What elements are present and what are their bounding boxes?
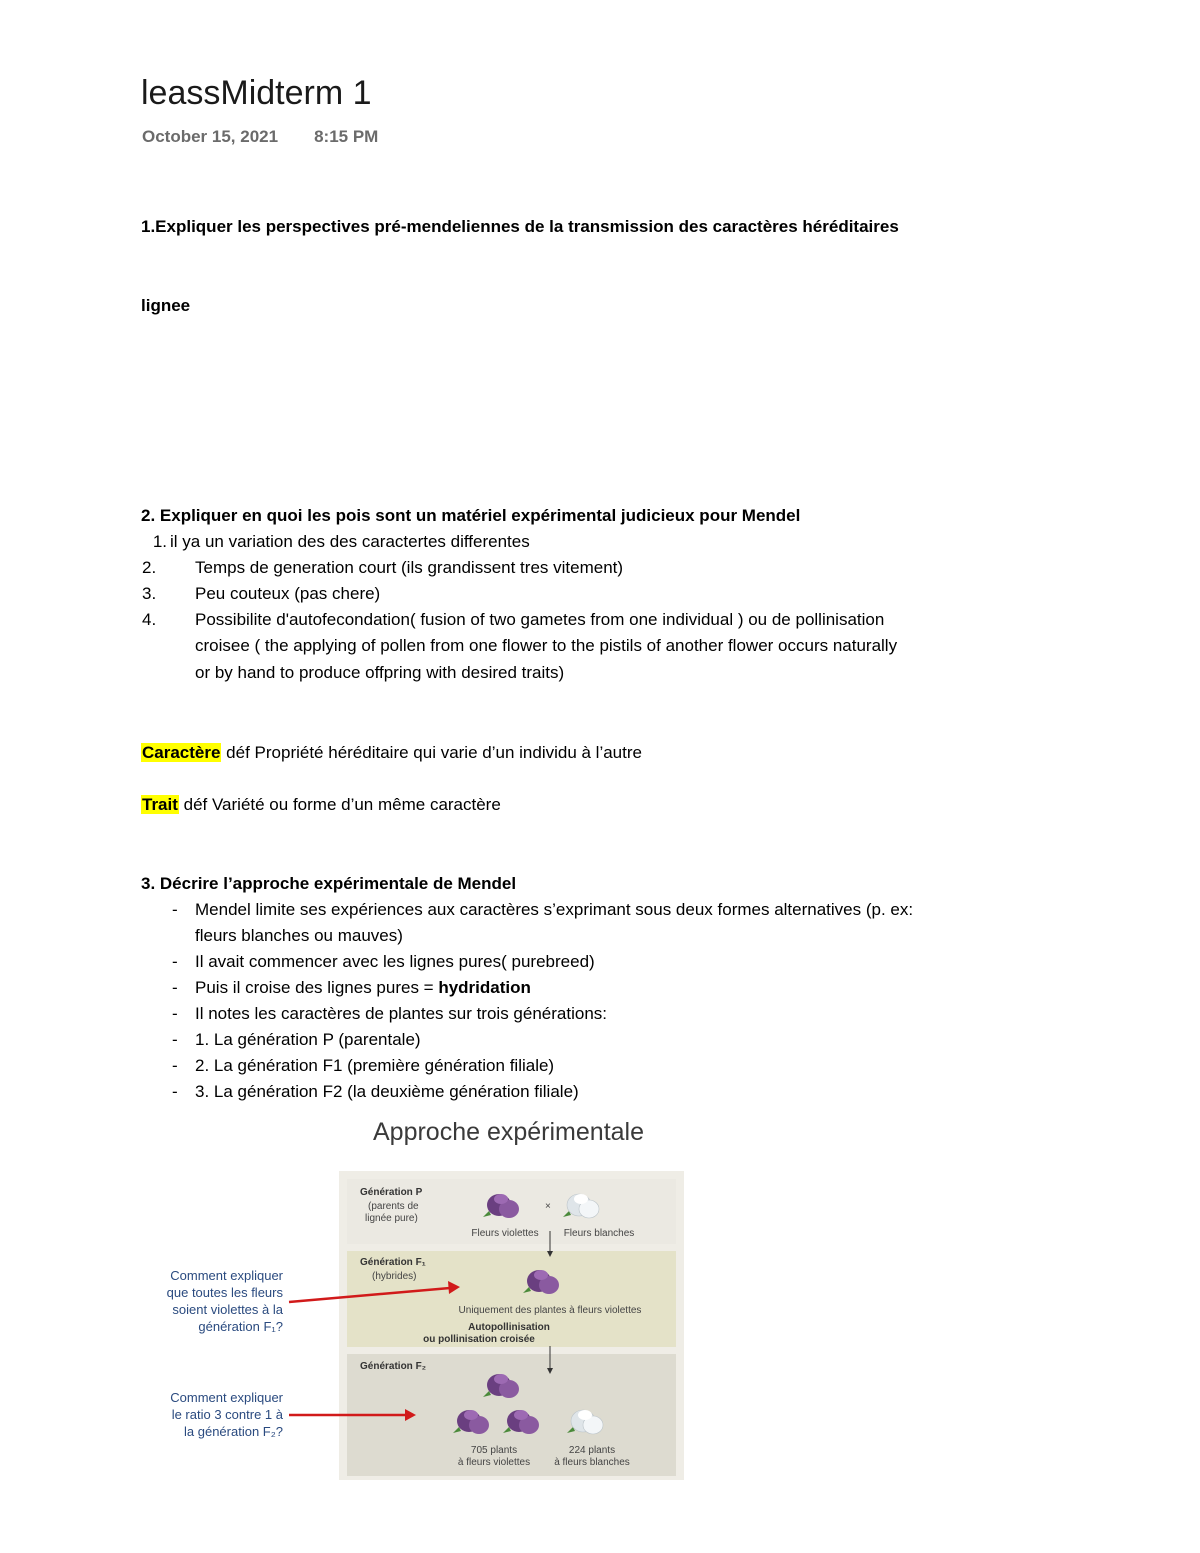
question-2-heading: 2. Expliquer en quoi les pois sont un matériel expérimental judicieux pour Mendel [141,506,801,525]
bullet-item: - 1. La génération P (parentale) [172,1030,421,1049]
violet-flower-icon [483,1374,519,1398]
bullet-item-continuation: fleurs blanches ou mauves) [195,926,403,945]
bullet-item: - Puis il croise des lignes pures = hydridation [172,978,531,997]
violet-flower-icon [483,1194,519,1218]
list-item: 1. il ya un variation des des caractertes differentes [152,532,530,551]
annotation-f1: Comment expliquer que toutes les fleurs soient violettes à la génération F₁? [166,1268,283,1334]
gen-p-label: Génération P [360,1187,423,1198]
bullet-item: - 3. La génération F2 (la deuxième génération filiale) [172,1082,579,1101]
list-item: 2. Temps de generation court (ils grandissent tres vitement) [142,558,624,577]
gen-f2-label: Génération F₂ [360,1361,427,1372]
white-flower-icon [563,1194,599,1218]
figure-graphics [339,1171,684,1480]
gen-p-sub1: (parents de [368,1201,419,1212]
list-item-continuation: croisee ( the applying of pollen from one flower to the pistils of another flower occurs naturally [195,636,898,655]
gen-f1-sub: (hybrides) [372,1271,417,1282]
arrow-head-p-f1 [547,1251,553,1257]
highlight-term: Trait [142,795,178,814]
method-1: Autopollinisation [468,1322,550,1333]
bullet-item: - Il avait commencer avec les lignes pures( purebreed) [172,952,595,971]
count-white-2: à fleurs blanches [554,1457,630,1468]
figure-title: Approche expérimentale [373,1118,644,1146]
count-violet-1: 705 plants [470,1445,518,1456]
page-date: October 15, 2021 [142,127,279,146]
bullet-item: - Mendel limite ses expériences aux caractères s’exprimant sous deux formes alternatives (p. ex: [172,900,914,919]
list-item: 3. Peu couteux (pas chere) [142,584,381,603]
f1-caption: Uniquement des plantes à fleurs violettes [458,1305,642,1316]
bullet-item: - 2. La génération F1 (première génération filiale) [172,1056,555,1075]
page-title: leassMidterm 1 [141,74,372,112]
page-time: 8:15 PM [314,127,379,146]
list-item: 4. Possibilite d'autofecondation( fusion of two gametes from one individual ) ou de pollinisation [142,610,885,629]
bullet-item: - Il notes les caractères de plantes sur trois générations: [172,1004,607,1023]
white-label: Fleurs blanches [563,1228,635,1239]
method-2: ou pollinisation croisée [423,1334,535,1345]
cross-symbol: × [545,1201,551,1212]
highlight-term: Caractère [142,743,221,762]
question-1-note: lignee [141,296,191,315]
list-item-continuation: or by hand to produce offpring with desired traits) [195,663,565,682]
arrow-head-f1-f2 [547,1368,553,1374]
page-datetime [142,127,378,147]
definition-trait: Trait déf Variété ou forme d’un même caractère [142,795,501,814]
question-1-heading: 1.Expliquer les perspectives pré-mendeliennes de la transmission des caractères héréditaires [141,217,899,236]
count-white-1: 224 plants [568,1445,616,1456]
white-flower-icon [567,1410,603,1434]
violet-flower-icon [523,1270,559,1294]
annotation-f2: Comment expliquer le ratio 3 contre 1 à la génération F₂? [170,1390,283,1439]
gen-f1-label: Génération F₁ [360,1257,426,1268]
question-3-heading: 3. Décrire l’approche expérimentale de Mendel [141,874,517,893]
gen-p-sub2: lignée pure) [365,1213,418,1224]
count-violet-2: à fleurs violettes [457,1457,531,1468]
violet-label: Fleurs violettes [471,1228,539,1239]
violet-flower-icon [453,1410,489,1434]
definition-caractere: Caractère déf Propriété héréditaire qui varie d’un individu à l’autre [142,743,642,762]
experiment-figure [339,1171,684,1480]
violet-flower-icon [503,1410,539,1434]
